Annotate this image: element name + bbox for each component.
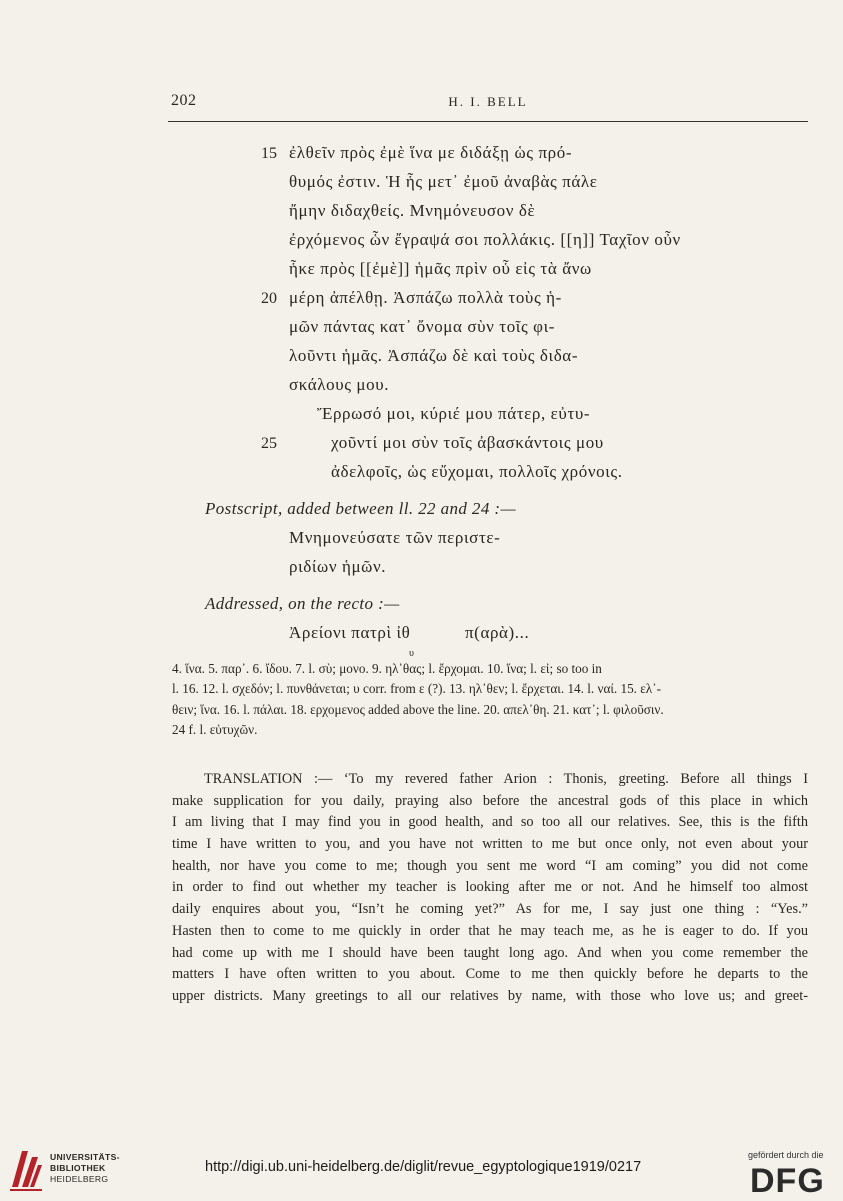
running-title: H. I. BELL <box>448 94 528 109</box>
library-name-line: HEIDELBERG <box>50 1174 109 1184</box>
greek-line: μέρη ἀπέλθῃ. Ἀσπάζω πολλὰ τοὺς ἡ- <box>289 288 562 307</box>
postscript-label: Postscript, added between ll. 22 and 24 :— <box>205 499 516 518</box>
library-name-line: UNIVERSITÄTS- <box>50 1152 120 1162</box>
translation-line: time I have written to you, and you have not written to me but once only, not even about your <box>172 836 808 853</box>
note-superscript: υ <box>409 648 414 659</box>
dfg-logo-text: DFG <box>750 1162 825 1196</box>
translation-line: in order to find out whether my teacher is looking after me or not. And he himself too almost <box>172 879 808 896</box>
note-line: 24 f. l. εὐτυχῶν. <box>172 722 258 738</box>
postscript-line: Μνημονεύσατε τῶν περιστε- <box>289 528 501 547</box>
dfg-caption: gefördert durch die <box>748 1150 824 1160</box>
dfg-logo-icon <box>748 1162 834 1196</box>
address-left: Ἀρείονι πατρὶ ἰθ <box>289 623 411 642</box>
greek-line: ἤμην διδαχθείς. Μνημόνευσον δὲ <box>289 201 536 220</box>
header-rule <box>168 121 808 122</box>
note-line: l. 16. 12. l. σχεδόν; l. πυνθάνεται; υ corr. from ε (?). 13. ηλ᾽θεν; l. ἔρχεται. 14. l. ναί. 15. ελ᾽- <box>172 681 661 697</box>
translation-line: Hasten then to come to me quickly in order that he may teach me, as he is eager to do. If you <box>172 922 808 939</box>
line-number: 15 <box>261 145 277 162</box>
greek-line: ἐρχόμενος ὧν ἔγραψά σοι πολλάκις. [[η]] Ταχῖον οὖν <box>289 230 681 249</box>
critical-notes <box>172 659 808 741</box>
greek-line: ἧκε πρὸς [[ἐμὲ]] ἡμᾶς πρὶν οὗ εἰς τὰ ἄνω <box>289 259 592 278</box>
note-line: 4. ἵνα. 5. παρ᾽. 6. ἴδου. 7. l. σὺ; μονο. 9. ηλ᾽θας; l. ἔρχομαι. 10. ἵνα; l. εἰ; so too in <box>172 661 602 676</box>
line-number: 25 <box>261 435 277 452</box>
translation-block <box>172 769 808 1008</box>
library-name <box>50 1152 120 1185</box>
greek-line: ἐλθεῖν πρὸς ἐμὲ ἵνα με διδάξῃ ὡς πρό- <box>289 143 573 162</box>
greek-line: σκάλους μου. <box>289 375 390 394</box>
translation-line: I am living that I may find you in good health, and so too all our relatives. See, this is the fifth <box>172 814 808 831</box>
greek-line: λοῦντι ἡμᾶς. Ἀσπάζω δὲ καὶ τοὺς διδα- <box>289 346 579 365</box>
translation-line: TRANSLATION :— ‘To my revered father Arion : Thonis, greeting. Before all things I <box>204 771 808 787</box>
digitization-url-link[interactable]: http://digi.ub.uni-heidelberg.de/diglit/revue_egyptologique1919/0217 <box>205 1159 642 1175</box>
translation-line: daily enquires about you, “Isn’t he coming yet?” As for me, I say just one thing : “Yes.” <box>172 901 808 918</box>
greek-line: θυμός ἐστιν. Ἡ ἧς μετ᾽ ἐμοῦ ἀναβὰς πάλε <box>289 172 598 191</box>
translation-line: health, nor have you come to me; though you sent me word “I am coming” you did not come <box>172 857 808 874</box>
greek-line: Ἔρρωσό μοι, κύριέ μου πάτερ, εὐτυ- <box>317 404 591 423</box>
note-line: θειν; ἵνα. 16. l. πάλαι. 18. ερχομενος added above the line. 20. απελ᾽θη. 21. κατ᾽; l. φιλοῦσιν. <box>172 701 664 717</box>
translation-line: upper districts. Many greetings to all our relatives by name, with those who love us; and greet- <box>172 987 808 1004</box>
library-name-line: BIBLIOTHEK <box>50 1163 106 1173</box>
address-label: Addressed, on the recto :— <box>205 594 400 613</box>
university-library-logo-icon <box>8 1147 44 1193</box>
greek-line: χοῦντί μοι σὺν τοῖς ἀβασκάντοις μου <box>331 433 604 452</box>
page-number: 202 <box>171 92 197 109</box>
postscript-line: ριδίων ἡμῶν. <box>289 557 387 576</box>
greek-line: ἀδελφοῖς, ὡς εὔχομαι, πολλοῖς χρόνοις. <box>331 462 623 481</box>
translation-line: make supplication for you daily, praying also before the ancestral gods of this place in which <box>172 792 808 809</box>
line-number: 20 <box>261 290 277 307</box>
greek-line: μῶν πάντας κατ᾽ ὄνομα σὺν τοῖς φι- <box>289 317 556 336</box>
page-header <box>168 92 808 116</box>
translation-line: matters I have often written to you about. Come to me then quickly before he departs to the <box>172 966 808 983</box>
translation-line: had come up with me I should have been taught long ago. And when you come remember the <box>172 944 808 961</box>
address-right: π(αρὰ)... <box>465 623 530 642</box>
